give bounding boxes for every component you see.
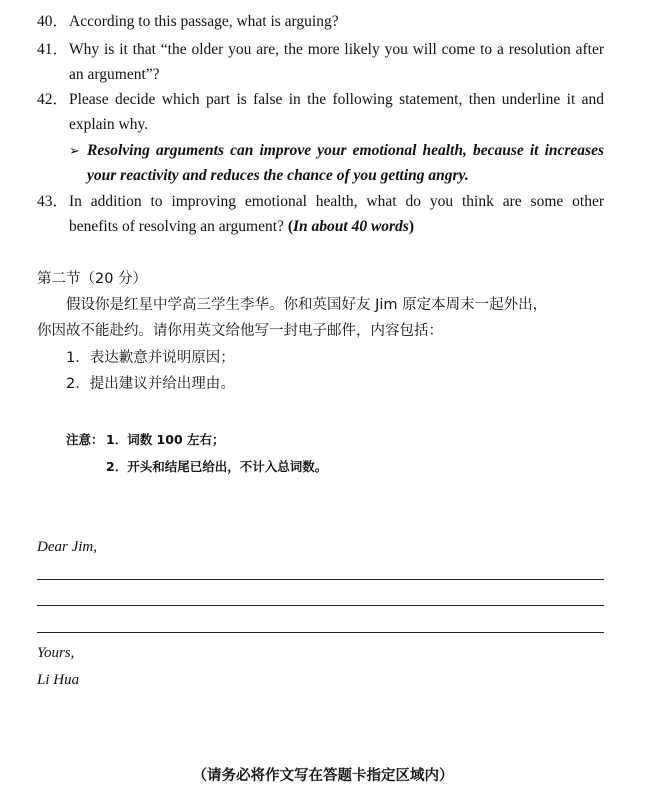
answer-sheet-reminder: （请务必将作文写在答题卡指定区域内） — [192, 768, 454, 784]
question-43-text-line1: In addition to improving emotional health, what do you think are some other — [69, 193, 604, 210]
question-41-text-line1: Why is it that “the older you are, the more likely you will come to a resolution after — [69, 41, 604, 58]
note-2: 2．开头和结尾已给出，不计入总词数。 — [106, 459, 328, 474]
section-2-heading: 第二节（20 分） — [37, 271, 148, 287]
section-2-paragraph-line1: 假设你是红星中学高三学生李华。你和英国好友 Jim 原定本周末一起外出， — [66, 297, 548, 313]
note-1: 1．词数 100 左右； — [106, 432, 225, 447]
statement-bullet-icon: ➢ — [69, 143, 80, 158]
note-label: 注意： — [66, 432, 104, 447]
question-42-number: 42． — [37, 91, 69, 108]
writing-line-2 — [37, 605, 604, 606]
letter-greeting: Dear Jim, — [37, 539, 97, 555]
false-statement-line1: Resolving arguments can improve your emotional health, because it increases — [87, 142, 604, 159]
question-40-text: According to this passage, what is arguing? — [69, 13, 339, 30]
section-2-item-1: 1．表达歉意并说明原因； — [66, 350, 235, 366]
word-limit-note: (In about 40 words) — [287, 218, 415, 235]
question-40-number: 40． — [37, 13, 69, 30]
question-43-number: 43． — [37, 193, 69, 210]
section-2-paragraph-line2: 你因故不能赴约。请你用英文给他写一封电子邮件，内容包括： — [37, 323, 443, 339]
writing-line-1 — [37, 579, 604, 580]
question-43-text-line2-main: benefits of resolving an argument? — [69, 218, 284, 235]
question-41-number: 41． — [37, 41, 69, 58]
question-42-text-line2: explain why. — [69, 116, 149, 133]
word-limit-italic: In about 40 words — [292, 218, 409, 235]
section-2-item-2: 2．提出建议并给出理由。 — [66, 376, 235, 392]
letter-closing: Yours, — [37, 645, 75, 661]
writing-line-3 — [37, 632, 604, 633]
question-41-text-line2: an argument”? — [69, 66, 160, 83]
false-statement-line2: your reactivity and reduces the chance of you getting angry. — [87, 167, 469, 184]
letter-signature: Li Hua — [37, 672, 80, 688]
question-42-text-line1: Please decide which part is false in the following statement, then underline it and — [69, 91, 604, 108]
question-43-text-line2 — [69, 217, 414, 237]
